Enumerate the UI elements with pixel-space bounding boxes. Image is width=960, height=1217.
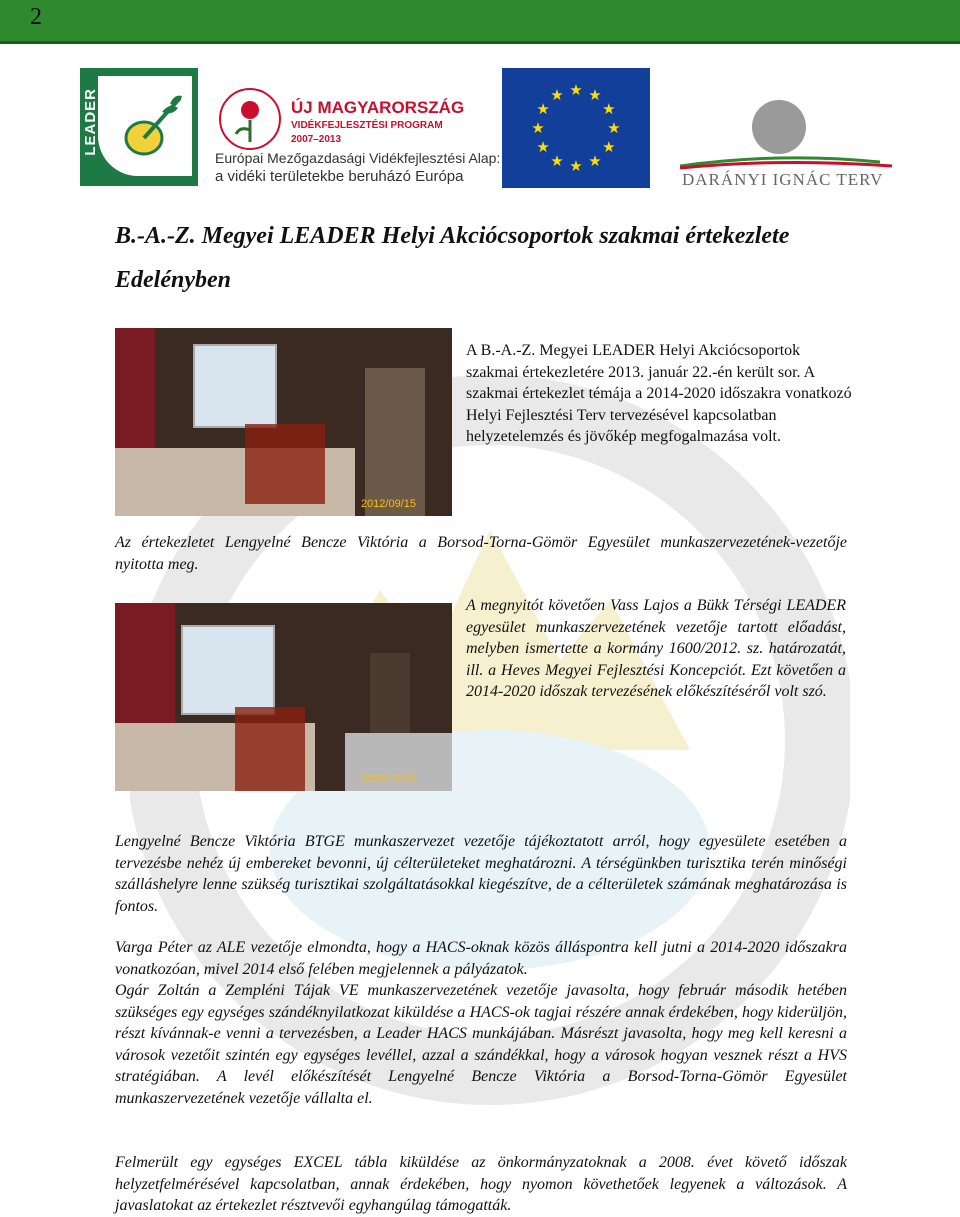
presentation-photo: 2012/09/15 <box>115 603 452 791</box>
portrait-image <box>752 100 806 154</box>
opening-paragraph: Az értekezletet Lengyelné Bencze Viktória a Borsod-Torna-Gömör Egyesület munkaszervezetének-vezetője nyitotta meg. <box>115 534 847 573</box>
uj-magyarorszag-logo: ÚJ MAGYARORSZÁG VIDÉKFEJLESZTÉSI PROGRAM 2007–2013 Európai Mezőgazdasági Vidékfejlesztési Alap: a vidéki területekbe beruházó Európa <box>215 84 475 184</box>
ale-paragraph: Varga Péter az ALE vezetője elmondta, hogy a HACS-oknak közös álláspontra kell jutni a 2014-2020 időszakra vonatkozóan, mivel 2014 első felében megjelennek a pályázatok. <box>115 939 847 978</box>
eu-star-icon: ★ <box>536 102 550 118</box>
eu-star-icon: ★ <box>588 153 602 170</box>
daranyi-ignac-terv-logo: DARÁNYI IGNÁC TERV <box>680 100 894 196</box>
eu-star-icon: ★ <box>531 121 545 137</box>
eu-star-icon: ★ <box>536 140 550 156</box>
eu-star-icon: ★ <box>569 159 583 175</box>
logo-strip <box>0 62 960 192</box>
eu-star-icon: ★ <box>588 88 602 105</box>
page-number: 2 <box>30 4 42 30</box>
eu-star-icon: ★ <box>550 153 564 170</box>
excel-paragraph: Felmerült egy egységes EXCEL tábla kiküldése az önkormányzatoknak a 2008. évet követő időszak helyzetfelmérésével kapcsolatban, annak érdekében, hogy nyomon követhetőek legyenek a változások. A javaslatokat az értekezlet résztvevői egyhangúlag támogatták. <box>115 1154 847 1214</box>
eu-star-icon: ★ <box>550 88 564 105</box>
eu-star-icon: ★ <box>607 121 621 137</box>
eu-star-icon: ★ <box>602 102 616 118</box>
zempleni-paragraph: Ogár Zoltán a Zempléni Tájak VE munkaszervezetének vezetője javasolta, hogy február második hetében szükséges egy egységes szándéknyilatkozat kiküldése a HACS-ok tagjai részére annak érdekében, hogy kiderüljön, részt kívánnak-e venni a tervezésben, a Leader HACS munkájában. Másrészt javasolta, hogy meg kell keresni a városok vezetőit szintén egy egységes levéllel, azzal a szándékkal, hogy a városok hogyan vesznek részt a HVS stratégiában. A levél előkészítését Lengyelné Bencze Viktória a Borsod-Torna-Gömör Egyesület munkaszervezetének vezetője vállalta el. <box>115 982 847 1107</box>
eu-flag <box>502 68 650 188</box>
article-heading: B.-A.-Z. Megyei LEADER Helyi Akciócsoportok szakmai értekezlete Edelényben <box>115 223 790 293</box>
page-header-bar <box>0 0 960 44</box>
eu-star-icon: ★ <box>602 140 616 156</box>
intro-paragraph: A B.-A.-Z. Megyei LEADER Helyi Akciócsoportok szakmai értekezletére 2013. január 22.-én került sor. A szakmai értekezlet témája a 2014-2020 időszakra vonatkozó Helyi Fejlesztési Terv tervezésével kapcsolatban helyzetelemzés és jövőkép megfogalmazása volt. <box>466 342 852 445</box>
presentation-paragraph: A megnyitót követően Vass Lajos a Bükk Térségi LEADER egyesület munkaszervezetének vezetője tartott előadást, melyben ismertette a kormány 1600/2012. sz. határozatát, ill. a Heves Megyei Fejlesztési Koncepciót. Ezt követően a 2014-2020 időszak tervezésének előkészítéséről volt szó. <box>466 597 846 700</box>
eu-star-icon: ★ <box>569 83 583 99</box>
meeting-photo: 2012/09/15 <box>115 328 452 516</box>
leader-logo: LEADER <box>80 68 198 186</box>
btge-paragraph: Lengyelné Bencze Viktória BTGE munkaszervezet vezetője tájékoztatott arról, hogy egyesülete esetében a tervezésbe nehéz új embereket bevonni, új célterületeket meghatározni. A térségünkben turisztika terén minőségi szálláshelyre lenne szükség turisztikai szolgáltatásokkal kiegészítve, de a célterületek számának meghatározása is fontos. <box>115 833 847 915</box>
